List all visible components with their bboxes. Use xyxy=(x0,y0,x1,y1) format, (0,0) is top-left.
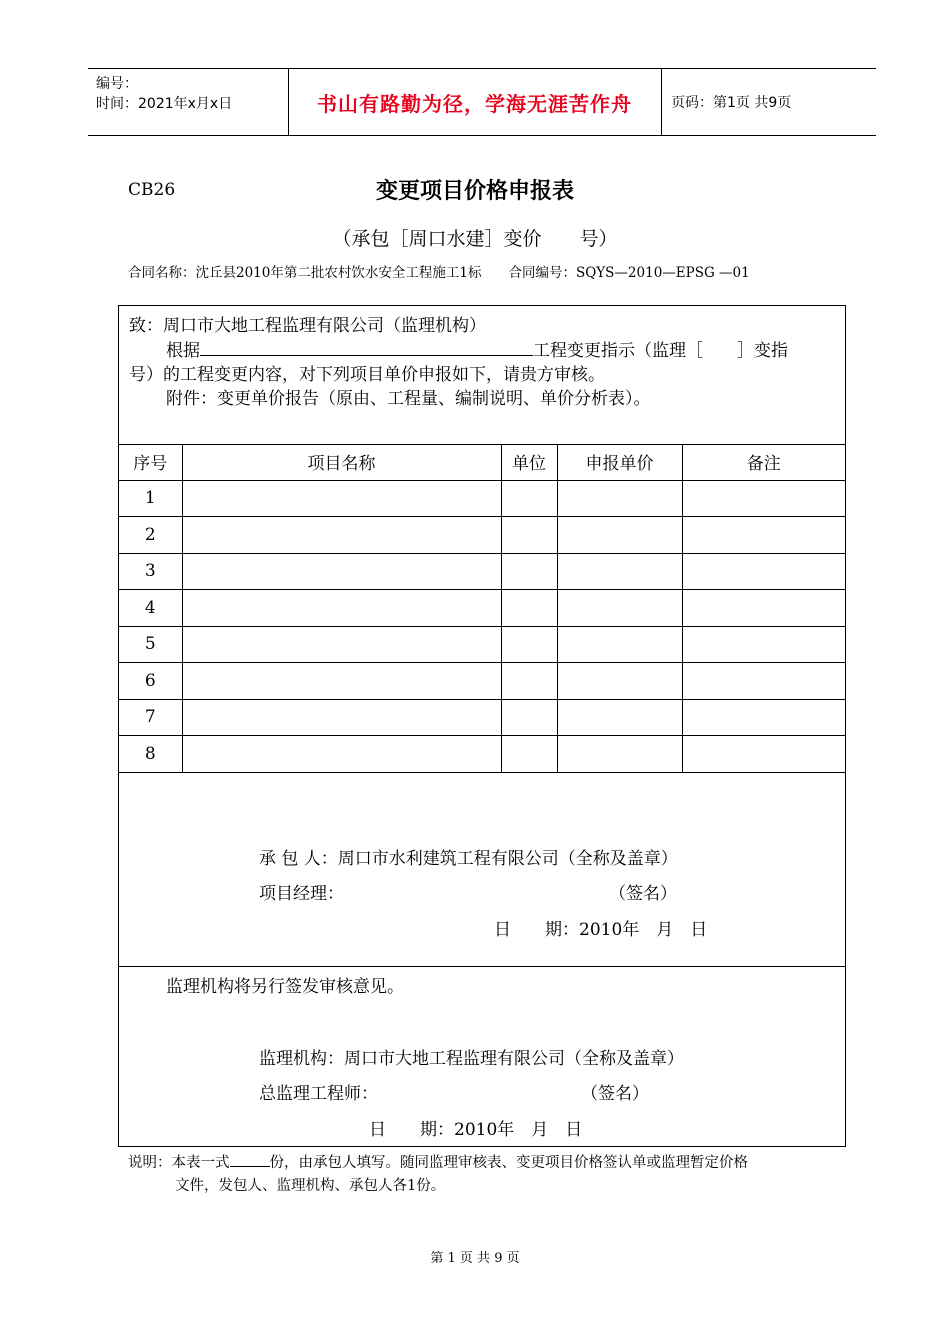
supervisor-date: 日 期：2010年 月 日 xyxy=(369,1120,583,1140)
note-middle: 份，由承包人填写。随同监理审核表、变更项目价格签认单或监理暂定价格 xyxy=(269,1155,748,1171)
basis-prefix: 根据 xyxy=(166,341,200,361)
price-form xyxy=(118,305,846,1147)
cell-unit[interactable] xyxy=(501,553,557,590)
supervisor-section xyxy=(119,967,845,1146)
copies-blank[interactable] xyxy=(230,1152,270,1167)
cell-remarks[interactable] xyxy=(682,517,845,554)
cell-remarks[interactable] xyxy=(682,626,845,663)
col-header-unit: 单位 xyxy=(501,444,557,480)
attachment-line: 附件：变更单价报告（原由、工程量、编制说明、单价分析表）。 xyxy=(166,389,651,409)
header-page-cell xyxy=(661,69,876,135)
cell-remarks[interactable] xyxy=(682,480,845,517)
contractor-section xyxy=(119,773,845,967)
cell-unit[interactable] xyxy=(501,480,557,517)
table-row xyxy=(119,480,845,517)
header-info-cell xyxy=(88,69,289,135)
page-subtitle: （承包［周口水建］变价 号） xyxy=(332,228,618,250)
cell-remarks[interactable] xyxy=(682,699,845,736)
cell-remarks[interactable] xyxy=(682,663,845,700)
cell-unit-price[interactable] xyxy=(557,517,682,554)
supervisor-org: 监理机构：周口市大地工程监理有限公司（全称及盖章） xyxy=(259,1049,684,1069)
cell-unit-price[interactable] xyxy=(557,736,682,773)
cell-unit[interactable] xyxy=(501,517,557,554)
row-index: 4 xyxy=(119,590,182,627)
basis-line-2: 号）的工程变更内容，对下列项目单价申报如下，请贵方审核。 xyxy=(129,365,605,385)
cell-unit-price[interactable] xyxy=(557,663,682,700)
cell-item-name[interactable] xyxy=(182,553,501,590)
project-manager-label: 项目经理： xyxy=(259,884,344,904)
cell-remarks[interactable] xyxy=(682,553,845,590)
table-row xyxy=(119,699,845,736)
basis-blank[interactable] xyxy=(200,339,533,356)
cell-remarks[interactable] xyxy=(682,736,845,773)
cell-unit-price[interactable] xyxy=(557,553,682,590)
page-info: 页码：第1页 共9页 xyxy=(671,95,792,111)
note-prefix: 说明：本表一式 xyxy=(128,1155,230,1171)
serial-label: 编号： xyxy=(96,76,138,92)
row-index: 2 xyxy=(119,517,182,554)
table-row xyxy=(119,590,845,627)
cell-item-name[interactable] xyxy=(182,699,501,736)
cell-item-name[interactable] xyxy=(182,736,501,773)
cell-unit[interactable] xyxy=(501,699,557,736)
chief-engineer-sign: （签名） xyxy=(581,1084,649,1104)
contractor-date: 日 期：2010年 月 日 xyxy=(494,920,708,940)
chief-engineer-label: 总监理工程师： xyxy=(259,1084,378,1104)
cell-item-name[interactable] xyxy=(182,480,501,517)
header-banner xyxy=(88,68,876,136)
row-index: 8 xyxy=(119,736,182,773)
cell-unit[interactable] xyxy=(501,663,557,700)
col-header-index: 序号 xyxy=(119,444,182,480)
col-header-item-name: 项目名称 xyxy=(182,444,501,480)
supervisor-opinion: 监理机构将另行签发审核意见。 xyxy=(166,977,404,997)
table-header-row xyxy=(119,444,845,480)
cell-item-name[interactable] xyxy=(182,626,501,663)
time-label: 时间：2021年x月x日 xyxy=(96,96,233,112)
header-motto-cell xyxy=(288,69,662,135)
note-line-2: 文件，发包人、监理机构、承包人各1份。 xyxy=(175,1178,446,1194)
form-note xyxy=(128,1152,848,1198)
cell-unit[interactable] xyxy=(501,590,557,627)
items-table xyxy=(119,444,845,773)
cell-unit[interactable] xyxy=(501,736,557,773)
basis-suffix: 工程变更指示（监理［ ］变指 xyxy=(533,341,788,361)
basis-line xyxy=(166,336,788,361)
col-header-remarks: 备注 xyxy=(682,444,845,480)
contractor-name: 承 包 人：周口市水利建筑工程有限公司（全称及盖章） xyxy=(259,849,678,869)
table-row xyxy=(119,553,845,590)
addressee: 致：周口市大地工程监理有限公司（监理机构） xyxy=(129,316,486,336)
table-row xyxy=(119,663,845,700)
form-code: CB26 xyxy=(128,180,176,200)
row-index: 1 xyxy=(119,480,182,517)
row-index: 6 xyxy=(119,663,182,700)
table-row xyxy=(119,736,845,773)
cell-item-name[interactable] xyxy=(182,590,501,627)
cell-item-name[interactable] xyxy=(182,517,501,554)
project-manager-sign: （签名） xyxy=(609,884,677,904)
row-index: 7 xyxy=(119,699,182,736)
cell-remarks[interactable] xyxy=(682,590,845,627)
row-index: 3 xyxy=(119,553,182,590)
cell-unit-price[interactable] xyxy=(557,480,682,517)
page-title: 变更项目价格申报表 xyxy=(375,179,574,204)
cell-item-name[interactable] xyxy=(182,663,501,700)
page-footer: 第 1 页 共 9 页 xyxy=(430,1251,520,1266)
row-index: 5 xyxy=(119,626,182,663)
cell-unit-price[interactable] xyxy=(557,626,682,663)
motto: 书山有路勤为径，学海无涯苦作舟 xyxy=(317,91,632,116)
table-row xyxy=(119,626,845,663)
cell-unit[interactable] xyxy=(501,626,557,663)
table-row xyxy=(119,517,845,554)
contract-info: 合同名称：沈丘县2010年第二批农村饮水安全工程施工1标 合同编号：SQYS—2010—EPSG —01 xyxy=(128,265,750,281)
cell-unit-price[interactable] xyxy=(557,699,682,736)
col-header-unit-price: 申报单价 xyxy=(557,444,682,480)
intro-section xyxy=(119,306,845,445)
cell-unit-price[interactable] xyxy=(557,590,682,627)
